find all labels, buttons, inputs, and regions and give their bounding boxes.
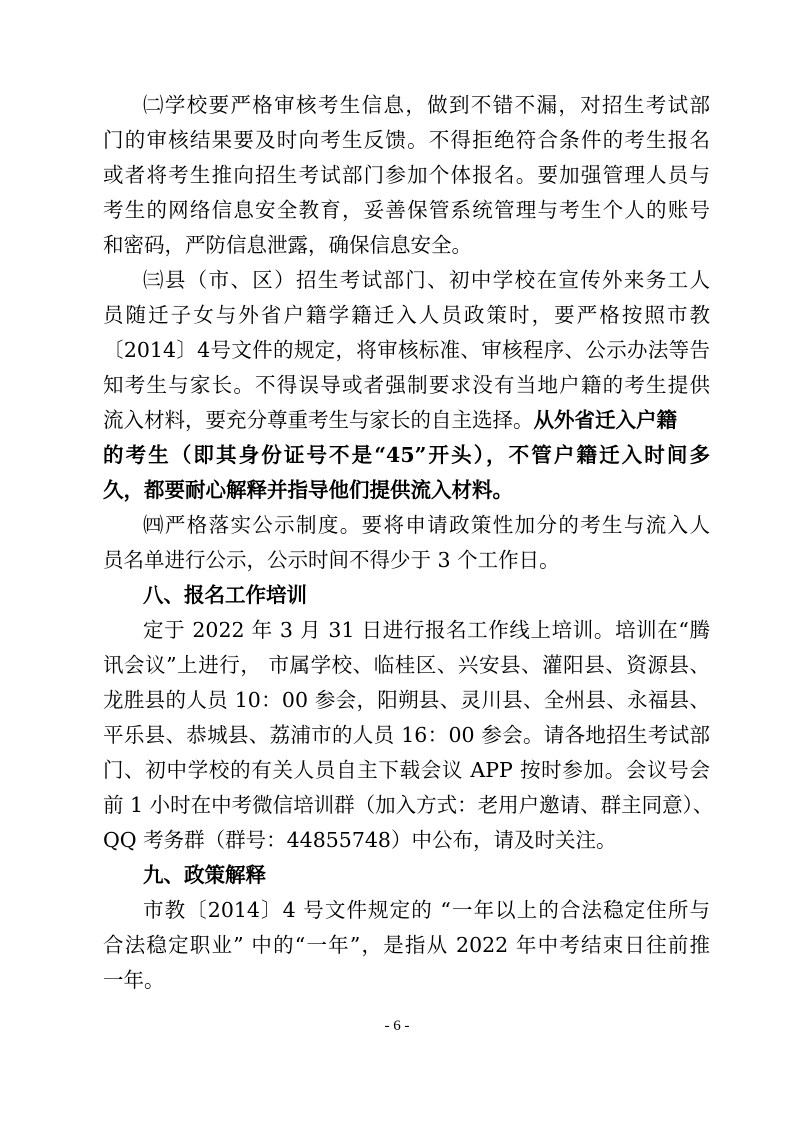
paragraph-2-line-3: 或者将考生推向招生考试部门参加个体报名。要加强管理人员与: [103, 163, 710, 187]
paragraph-9-line-1: 市教〔2014〕4 号文件规定的 “一年以上的合法稳定住所与: [143, 898, 710, 922]
paragraph-4-line-1: ㈣严格落实公示制度。要将申请政策性加分的考生与流入人: [143, 513, 710, 537]
paragraph-9-line-2: 合法稳定职业” 中的“一年”，是指从 2022 年中考结束日往前推: [103, 933, 710, 957]
paragraph-9-line-3: 一年。: [103, 968, 165, 992]
paragraph-2-line-2: 门的审核结果要及时向考生反馈。不得拒绝符合条件的考生报名: [103, 128, 710, 152]
paragraph-8-line-3: 龙胜县的人员 10：00 参会，阳朔县、灵川县、全州县、永福县、: [103, 688, 710, 712]
section-heading-8: 八、报名工作培训: [143, 583, 307, 607]
paragraph-3-line-5: [103, 405, 677, 435]
paragraph-3-line-1: ㈢县（市、区）招生考试部门、初中学校在宣传外来务工人: [143, 268, 710, 292]
page-number: - 6 -: [384, 1018, 410, 1034]
paragraph-8-line-2: 讯会议”上进行， 市属学校、临桂区、兴安县、灌阳县、资源县、: [103, 653, 710, 677]
paragraph-4-line-2: 员名单进行公示，公示时间不得少于 3 个工作日。: [103, 548, 560, 572]
paragraph-2-line-4: 考生的网络信息安全教育，妥善保管系统管理与考生个人的账号: [103, 198, 710, 222]
paragraph-2-line-5: 和密码，严防信息泄露，确保信息安全。: [103, 233, 472, 257]
paragraph-3-line-5-normal: 流入材料，要充分尊重考生与家长的自主选择。: [103, 408, 534, 432]
section-heading-9: 九、政策解释: [143, 863, 266, 887]
paragraph-3-line-4: 知考生与家长。不得误导或者强制要求没有当地户籍的考生提供: [103, 373, 710, 397]
paragraph-8-line-5: 门、初中学校的有关人员自主下载会议 APP 按时参加。会议号会: [103, 758, 710, 782]
paragraph-2-line-1: ㈡学校要严格审核考生信息，做到不错不漏，对招生考试部: [143, 93, 710, 117]
paragraph-8-line-7: QQ 考务群（群号：44855748）中公布，请及时关注。: [103, 828, 617, 852]
paragraph-3-line-7: 久，都要耐心解释并指导他们提供流入材料。: [103, 478, 513, 502]
paragraph-3-line-3: 〔2014〕4号文件的规定，将审核标准、审核程序、公示办法等告: [103, 338, 710, 362]
paragraph-3-line-6: 的考生（即其身份证号不是“45”开头），不管户籍迁入时间多: [103, 443, 710, 467]
paragraph-8-line-1: 定于 2022 年 3 月 31 日进行报名工作线上培训。培训在“腾: [143, 618, 710, 642]
paragraph-3-line-5-bold: 从外省迁入户籍: [533, 408, 677, 432]
paragraph-3-line-2: 员随迁子女与外省户籍学籍迁入人员政策时，要严格按照市教: [103, 303, 710, 327]
paragraph-8-line-6: 前 1 小时在中考微信培训群（加入方式：老用户邀请、群主同意）、: [103, 793, 714, 817]
paragraph-8-line-4: 平乐县、恭城县、荔浦市的人员 16：00 参会。请各地招生考试部: [103, 723, 710, 747]
